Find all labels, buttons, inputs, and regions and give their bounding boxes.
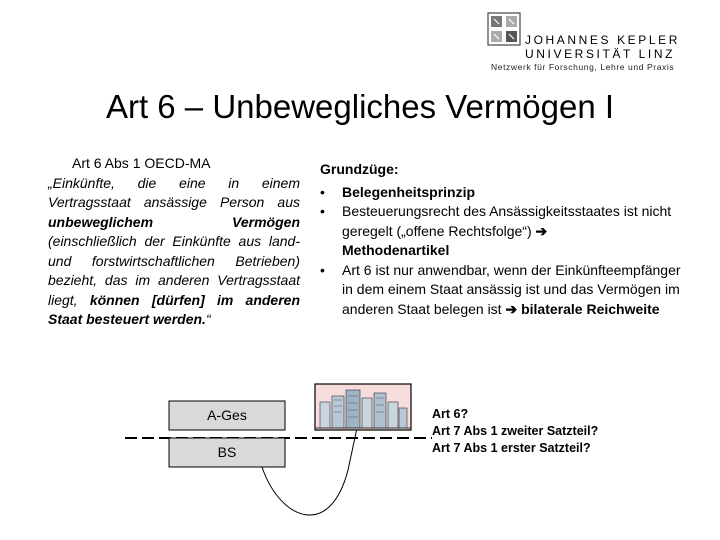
company-box-label: A-Ges: [207, 407, 247, 423]
quote-close: “: [205, 311, 211, 327]
bullet-2-text: Besteuerungsrecht des Ansässigkeitsstaates ist nicht geregelt („offene Rechtsfolge“): [342, 203, 672, 239]
bullet-3-text: Art 6 ist nur anwendbar, wenn der Einkünfteempfänger in dem einem Staat ansässig ist und das Vermögen im anderen Staat belegen ist: [342, 261, 681, 317]
quote-bold-1: unbeweglichem Vermögen: [48, 213, 300, 230]
logo-tagline: Netzwerk für Forschung, Lehre und Praxis: [491, 62, 675, 72]
slide-title: Art 6 – Unbewegliches Vermögen I: [105, 88, 615, 125]
question-3: Art 7 Abs 1 erster Satzteil?: [432, 441, 591, 455]
quote-open: „Einkünfte, die eine in einem Vertragsstaat ansässige Person aus: [48, 174, 300, 210]
logo-line-2: UNIVERSITÄT LINZ: [525, 47, 676, 61]
quote-mid: (einschließlich der Einkünfte aus land- und forstwirtschaftlichen Betrieben) bezieht, das im anderen Vertragsstaat liegt,: [48, 233, 300, 308]
bullet-1-text: Belegenheitsprinzip: [342, 183, 476, 200]
question-2: Art 7 Abs 1 zweiter Satzteil?: [432, 424, 599, 438]
bullet-2-bold: Methodenartikel: [342, 242, 450, 258]
quote-bold-2: können [dürfen] im anderen Staat besteuert werden.: [48, 291, 301, 327]
bullet-3-bold: bilaterale Reichweite: [521, 300, 660, 317]
buildings-icon: [315, 384, 411, 430]
question-1: Art 6?: [432, 407, 469, 421]
arrow-right-icon: ➔: [535, 222, 548, 239]
right-heading: Grundzüge:: [320, 161, 399, 177]
left-heading: Art 6 Abs 1 OECD-MA: [72, 155, 211, 171]
logo-line-1: JOHANNES KEPLER: [525, 33, 681, 47]
pe-box-label: BS: [217, 444, 237, 460]
question-list: [432, 406, 598, 457]
arrow-right-icon-2: ➔: [505, 300, 518, 317]
